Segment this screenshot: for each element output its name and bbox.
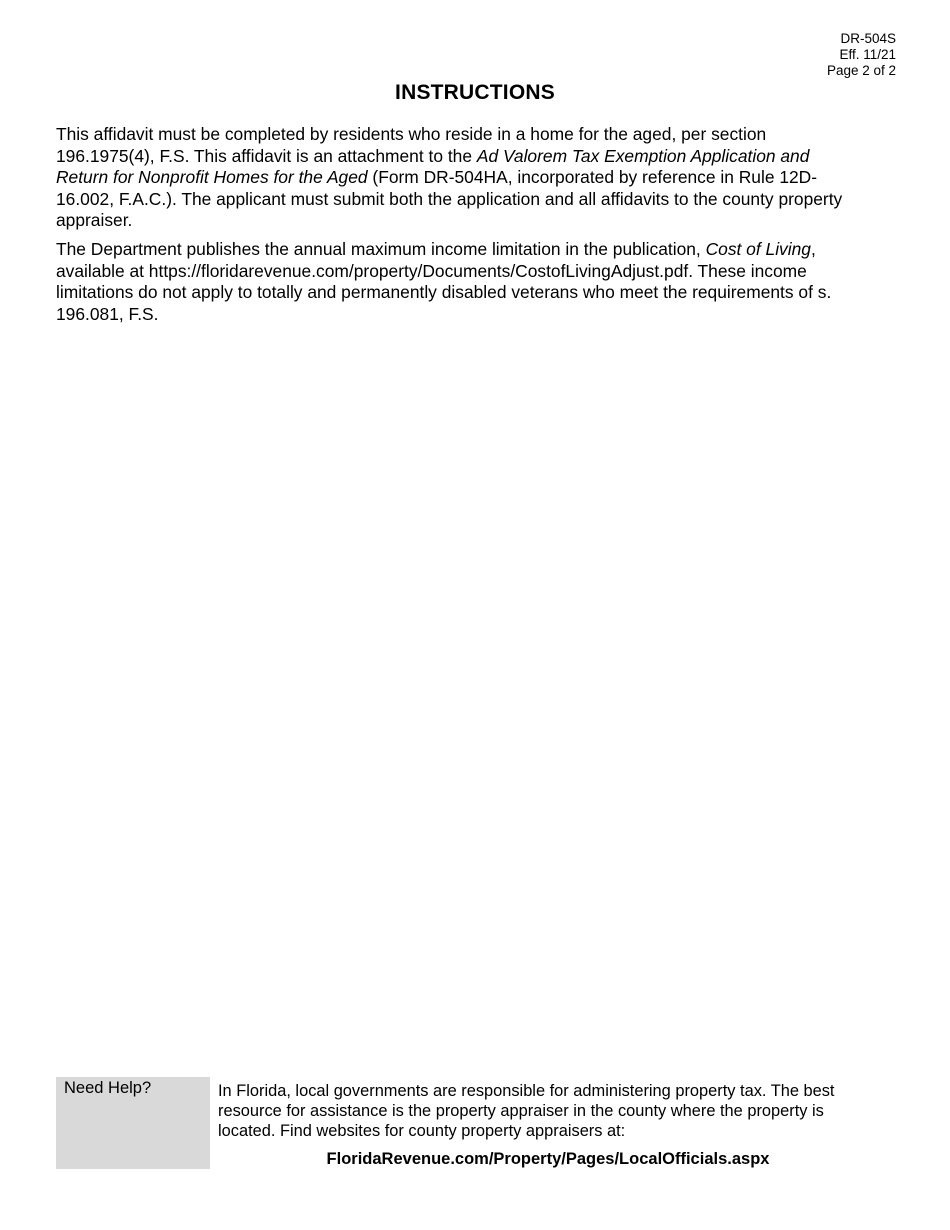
page-number: Page 2 of 2 xyxy=(826,63,896,78)
paragraph-income-text-2: , available at https://floridarevenue.com/property/Documents/CostofLivingAdjust.pdf. These income limitations do not apply to totally and permanently disabled veterans who meet the requirements of s. 196.081, F.S. xyxy=(56,238,832,324)
paragraph-affidavit xyxy=(56,124,856,232)
local-officials-link[interactable]: FloridaRevenue.com/Property/Pages/LocalOfficials.aspx xyxy=(326,1150,770,1168)
paragraph-affidavit-text-1: This affidavit must be completed by residents who reside in a home for the aged, per section 196.1975(4), F.S. This affidavit is an attachment to the xyxy=(56,124,767,166)
paragraph-income-limitation xyxy=(56,239,856,325)
form-number: DR-504S xyxy=(840,31,896,46)
instructions-body xyxy=(56,124,856,332)
page-title: INSTRUCTIONS xyxy=(395,81,555,104)
effective-date: Eff. 11/21 xyxy=(839,47,896,62)
form-title-reference: Ad Valorem Tax Exemption Application and Return for Nonprofit Homes for the Aged xyxy=(56,145,810,188)
paragraph-income-text-1: The Department publishes the annual maximum income limitation in the publication, xyxy=(56,238,706,259)
form-meta xyxy=(827,31,896,79)
need-help-label: Need Help? xyxy=(64,1079,152,1097)
paragraph-affidavit-text-2: (Form DR-504HA, incorporated by reference in Rule 12D-16.002, F.A.C.). The applicant must submit both the application and all affidavits to the county property appraiser. xyxy=(56,167,843,231)
publication-title: Cost of Living xyxy=(705,238,811,259)
help-text: In Florida, local governments are responsible for administering property tax. The best resource for assistance is the property appraiser in the county where the property is located. Find websites for county property appraisers at: xyxy=(218,1082,835,1140)
